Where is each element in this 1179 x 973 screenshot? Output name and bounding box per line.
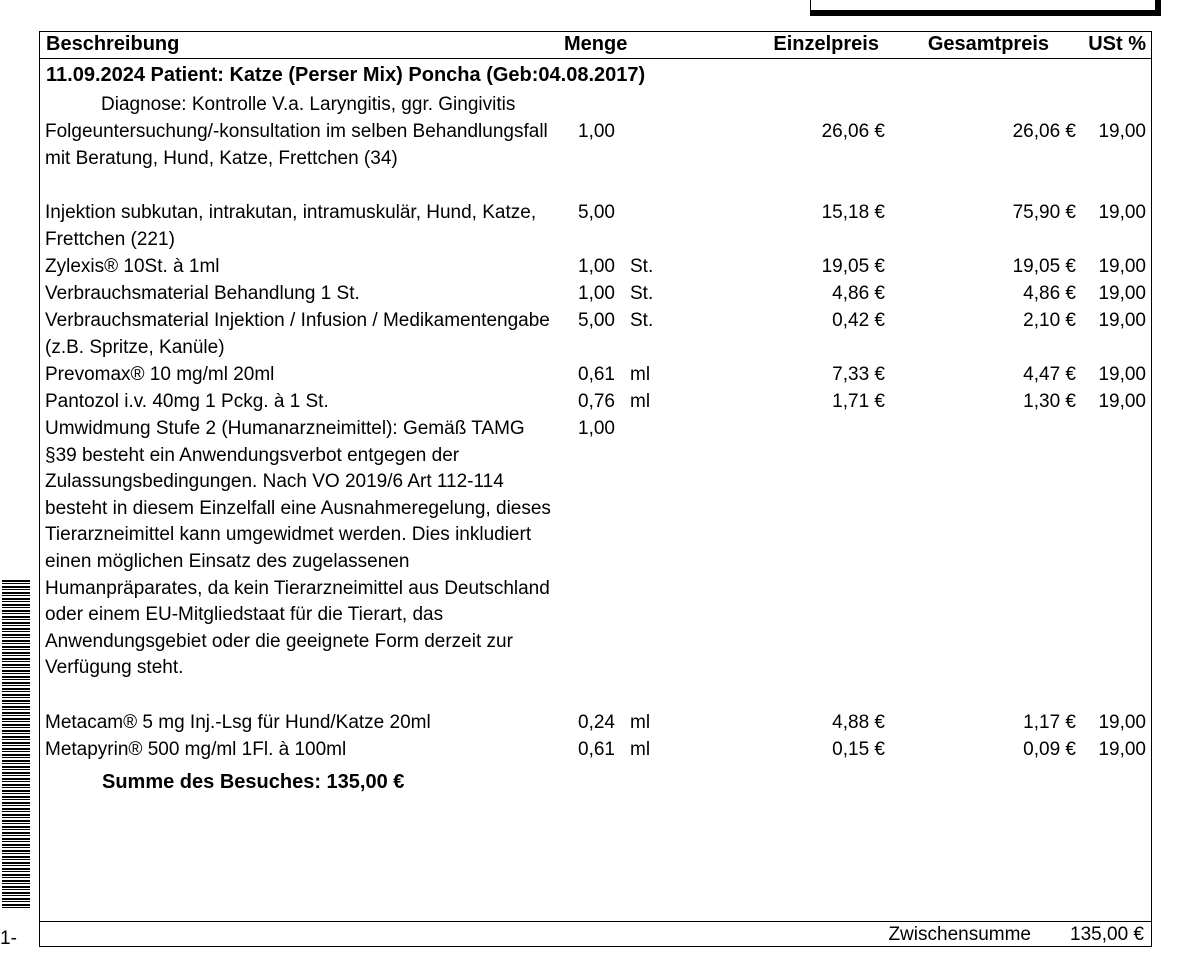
- item-unit: ml: [630, 391, 651, 412]
- item-vat: 19,00: [1098, 202, 1146, 223]
- item-unit-price: 0,42 €: [832, 310, 885, 331]
- item-quantity: 1,00: [578, 418, 615, 439]
- item-total: 75,90 €: [1012, 202, 1076, 223]
- item-description: Umwidmung Stufe 2 (Humanarzneimittel): Gemäß TAMG §39 besteht ein Anwendungsverbot entgegen der Zulassungsbedingungen. Nach VO 2019/6 Art 112-114 besteht in diesem Einzelfall eine Ausnahmeregelung, dieses Tierarzneimittel kann umgewidmet werden. Dies inkludiert einen möglichen Einsatz des zugelassenen Humanpräparates, da kein Tierarzneimittel aus Deutschland oder einem EU-Mitgliedstaat für die Tierart, das Anwendungsgebiet oder die geeignete Form derzeit zur Verfügung steht.: [45, 418, 551, 679]
- table-header: [39, 31, 1152, 59]
- footer-divider: [39, 921, 1152, 922]
- address-box-edge: [810, 0, 1161, 16]
- item-description: Verbrauchsmaterial Injektion / Infusion / Medikamentengabe (z.B. Spritze, Kanüle): [45, 310, 550, 358]
- item-quantity: 1,00: [578, 121, 615, 142]
- header-vat: USt %: [1088, 33, 1146, 55]
- subtotal-value: 135,00 €: [1070, 924, 1144, 945]
- item-total: 1,17 €: [1023, 712, 1076, 733]
- item-description: Folgeuntersuchung/-konsultation im selben Behandlungsfall mit Beratung, Hund, Katze, Frettchen (34): [45, 121, 548, 169]
- item-unit-price: 4,88 €: [832, 712, 885, 733]
- item-vat: 19,00: [1098, 364, 1146, 385]
- item-total: 4,47 €: [1023, 364, 1076, 385]
- item-description: Metacam® 5 mg Inj.-Lsg für Hund/Katze 20ml: [45, 712, 431, 733]
- subtotal-label: Zwischensumme: [888, 924, 1031, 945]
- page-mark: 1-: [0, 928, 17, 949]
- item-unit-price: 19,05 €: [821, 256, 885, 277]
- item-unit-price: 15,18 €: [821, 202, 885, 223]
- item-total: 19,05 €: [1012, 256, 1076, 277]
- item-quantity: 1,00: [578, 256, 615, 277]
- item-total: 26,06 €: [1012, 121, 1076, 142]
- item-unit-price: 0,15 €: [832, 739, 885, 760]
- header-unit-price: Einzelpreis: [773, 33, 879, 55]
- item-quantity: 0,61: [578, 739, 615, 760]
- item-vat: 19,00: [1098, 283, 1146, 304]
- item-description: Metapyrin® 500 mg/ml 1Fl. à 100ml: [45, 739, 347, 760]
- item-unit-price: 26,06 €: [821, 121, 885, 142]
- item-unit-price: 4,86 €: [832, 283, 885, 304]
- item-vat: 19,00: [1098, 310, 1146, 331]
- header-description: Beschreibung: [46, 33, 180, 55]
- item-quantity: 5,00: [578, 202, 615, 223]
- item-description: Verbrauchsmaterial Behandlung 1 St.: [45, 283, 360, 304]
- item-unit: ml: [630, 364, 651, 385]
- item-unit-price: 1,71 €: [832, 391, 885, 412]
- visit-title: 11.09.2024 Patient: Katze (Perser Mix) Poncha (Geb:04.08.2017): [46, 64, 646, 86]
- item-unit: ml: [630, 712, 651, 733]
- barcode-icon: [2, 580, 30, 910]
- item-unit-price: 7,33 €: [832, 364, 885, 385]
- item-description: Pantozol i.v. 40mg 1 Pckg. à 1 St.: [45, 391, 329, 412]
- item-total: 1,30 €: [1023, 391, 1076, 412]
- diagnosis: Diagnose: Kontrolle V.a. Laryngitis, ggr. Gingivitis: [101, 94, 516, 115]
- item-vat: 19,00: [1098, 391, 1146, 412]
- item-vat: 19,00: [1098, 121, 1146, 142]
- item-vat: 19,00: [1098, 712, 1146, 733]
- item-unit: St.: [630, 283, 654, 304]
- visit-sum: Summe des Besuches: 135,00 €: [102, 771, 405, 793]
- item-quantity: 0,24: [578, 712, 615, 733]
- item-description: Injektion subkutan, intrakutan, intramuskulär, Hund, Katze, Frettchen (221): [45, 202, 537, 250]
- item-vat: 19,00: [1098, 256, 1146, 277]
- item-vat: 19,00: [1098, 739, 1146, 760]
- item-quantity: 1,00: [578, 283, 615, 304]
- item-unit: St.: [630, 310, 654, 331]
- item-total: 2,10 €: [1023, 310, 1076, 331]
- item-total: 4,86 €: [1023, 283, 1076, 304]
- header-total-price: Gesamtpreis: [927, 33, 1049, 55]
- item-description: Zylexis® 10St. à 1ml: [45, 256, 220, 277]
- item-quantity: 0,61: [578, 364, 615, 385]
- item-total: 0,09 €: [1023, 739, 1076, 760]
- item-unit: St.: [630, 256, 654, 277]
- header-quantity: Menge: [564, 33, 628, 55]
- item-unit: ml: [630, 739, 651, 760]
- item-quantity: 5,00: [578, 310, 615, 331]
- item-quantity: 0,76: [578, 391, 615, 412]
- item-description: Prevomax® 10 mg/ml 20ml: [45, 364, 275, 385]
